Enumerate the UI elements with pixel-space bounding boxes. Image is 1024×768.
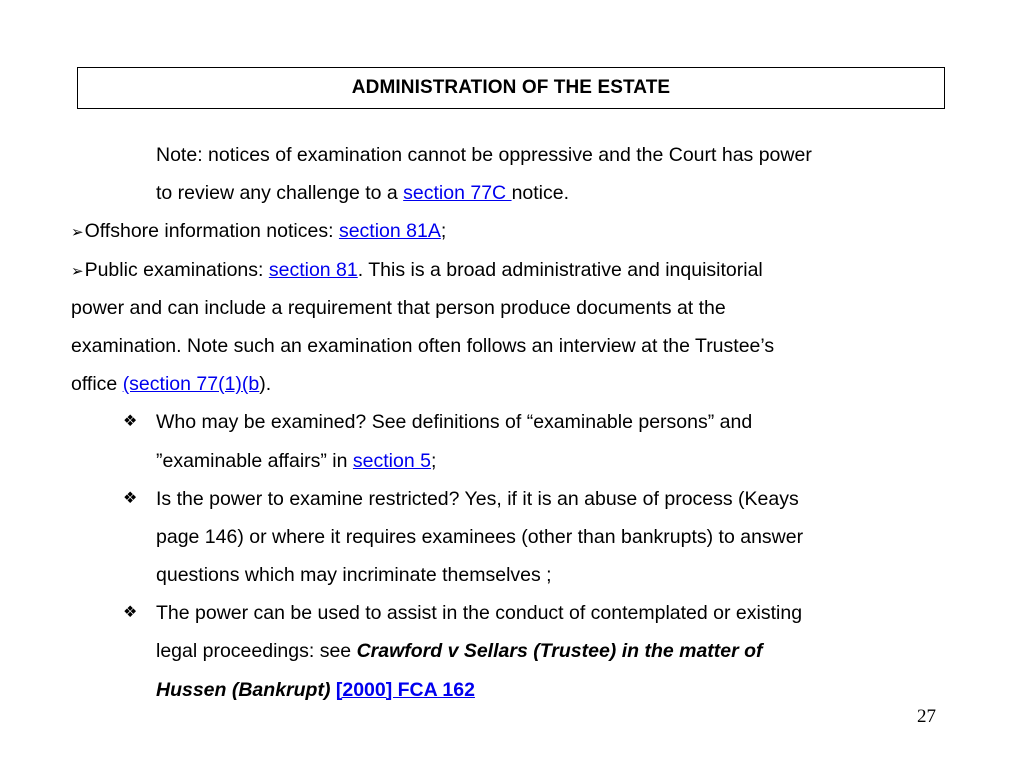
diamond-bullet-icon: ❖ (123, 413, 138, 431)
sub-item-3-text-1: The power can be used to assist in the conduct of contemplated or existing (156, 602, 803, 625)
offshore-bullet-line (71, 212, 941, 250)
sub-item-1-line-2 (71, 442, 941, 480)
sub-item-3-line-1 (71, 594, 941, 632)
note-text-2-post: notice. (511, 182, 570, 205)
section-5-link[interactable]: section 5 (352, 449, 431, 472)
public-bullet-line (71, 251, 941, 289)
fca-162-link[interactable]: [2000] FCA 162 (335, 678, 475, 701)
public-text-3: examination. Note such an examination often follows an interview at the Trustee’s (71, 334, 775, 357)
note-line-2 (71, 174, 941, 212)
offshore-post: ; (440, 220, 447, 243)
public-text-4: office (71, 373, 123, 396)
public-text: Public examinations: (84, 258, 269, 281)
sub-item-1-post: ; (430, 449, 437, 472)
sub-item-2-line-1 (71, 480, 941, 518)
sub-item-2-text-2: page 146) or where it requires examinees (other than bankrupts) to answer (156, 525, 804, 548)
sub-item-3-text-2: legal proceedings: see (156, 640, 357, 663)
section-81a-link[interactable]: section 81A (338, 220, 441, 243)
sub-item-2-line-3 (71, 556, 941, 594)
sub-item-3-line-3 (71, 671, 941, 709)
case-name-part-2: Hussen (Bankrupt) (156, 678, 336, 701)
public-line-3 (71, 327, 941, 365)
diamond-bullet-icon: ❖ (123, 604, 138, 622)
case-name-part-1: Crawford v Sellars (Trustee) in the matter of (356, 640, 763, 663)
slide-title: ADMINISTRATION OF THE ESTATE (351, 77, 671, 98)
public-post: . This is a broad administrative and inquisitorial (357, 258, 763, 281)
public-text-4-post: ). (259, 373, 272, 396)
arrow-bullet-icon: ➢ (71, 224, 84, 242)
section-77c-link[interactable]: section 77C (403, 182, 512, 205)
section-77-1-b-link[interactable]: (section 77(1)(b (122, 373, 260, 396)
offshore-text: Offshore information notices: (84, 220, 339, 243)
note-text-1: Note: notices of examination cannot be oppressive and the Court has power (156, 144, 812, 166)
sub-item-2-line-2 (71, 518, 941, 556)
public-line-4 (71, 365, 941, 403)
sub-item-2-text-1: Is the power to examine restricted? Yes, if it is an abuse of process (Keays (156, 487, 799, 510)
sub-item-1-text-1: Who may be examined? See definitions of “examinable persons” and (156, 411, 753, 434)
public-line-2 (71, 289, 941, 327)
diamond-bullet-icon: ❖ (123, 489, 138, 507)
page-number: 27 (917, 706, 936, 727)
note-text-2: to review any challenge to a (156, 182, 404, 205)
slide-content (71, 136, 941, 709)
sub-item-2-text-3: questions which may incriminate themselves ; (156, 564, 552, 587)
sub-item-3-line-2 (71, 632, 941, 670)
sub-item-1-text-2: ”examinable affairs” in (156, 449, 353, 472)
note-line-1 (71, 136, 941, 174)
sub-item-1-line-1 (71, 403, 941, 441)
title-box (77, 67, 945, 109)
section-81-link[interactable]: section 81 (268, 258, 358, 281)
arrow-bullet-icon: ➢ (71, 262, 84, 280)
public-text-2: power and can include a requirement that person produce documents at the (71, 296, 726, 319)
